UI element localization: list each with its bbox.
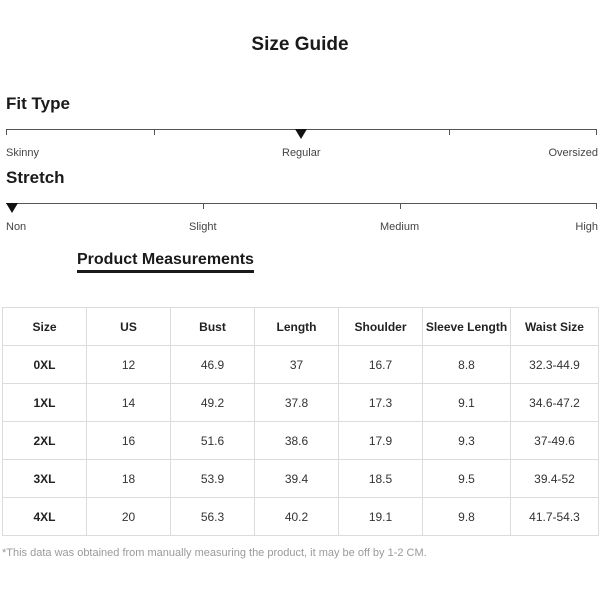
column-header: Shoulder — [339, 308, 423, 346]
table-cell: 18 — [87, 460, 171, 498]
table-cell: 4XL — [3, 498, 87, 536]
table-cell: 37 — [255, 346, 339, 384]
table-row — [3, 384, 599, 422]
table-cell: 34.6-47.2 — [511, 384, 599, 422]
fit-type-tick — [154, 129, 155, 135]
table-cell: 3XL — [3, 460, 87, 498]
size-table — [2, 307, 599, 536]
table-cell: 8.8 — [423, 346, 511, 384]
table-cell: 46.9 — [171, 346, 255, 384]
column-header: US — [87, 308, 171, 346]
table-cell: 2XL — [3, 422, 87, 460]
fit-type-label-skinny: Skinny — [6, 147, 40, 159]
stretch-heading: Stretch — [6, 168, 65, 187]
table-row — [3, 460, 599, 498]
measurements-heading: Product Measurements — [77, 251, 254, 273]
table-cell: 56.3 — [171, 498, 255, 536]
column-header: Bust — [171, 308, 255, 346]
fit-type-tick — [449, 129, 450, 135]
table-cell: 40.2 — [255, 498, 339, 536]
fit-type-label-regular: Regular — [282, 147, 321, 159]
table-row — [3, 422, 599, 460]
table-header-row — [3, 308, 599, 346]
table-cell: 51.6 — [171, 422, 255, 460]
fit-type-marker-icon — [295, 129, 307, 139]
table-cell: 37.8 — [255, 384, 339, 422]
stretch-label-medium: Medium — [380, 221, 420, 233]
table-cell: 49.2 — [171, 384, 255, 422]
table-cell: 38.6 — [255, 422, 339, 460]
stretch-label-slight: Slight — [189, 221, 217, 233]
fit-type-heading: Fit Type — [6, 94, 70, 113]
fit-type-tick — [596, 129, 597, 135]
table-cell: 0XL — [3, 346, 87, 384]
stretch-label-high: High — [575, 221, 598, 233]
table-cell: 17.3 — [339, 384, 423, 422]
page-title: Size Guide — [251, 34, 349, 55]
table-row — [3, 498, 599, 536]
table-cell: 18.5 — [339, 460, 423, 498]
table-cell: 17.9 — [339, 422, 423, 460]
stretch-label-non: Non — [6, 221, 27, 233]
table-cell: 9.8 — [423, 498, 511, 536]
table-cell: 9.5 — [423, 460, 511, 498]
table-row — [3, 346, 599, 384]
column-header: Size — [3, 308, 87, 346]
table-cell: 9.3 — [423, 422, 511, 460]
footnote: *This data was obtained from manually measuring the product, it may be off by 1-2 CM. — [2, 547, 427, 559]
stretch-scale-line — [6, 203, 597, 204]
table-cell: 53.9 — [171, 460, 255, 498]
table-cell: 39.4-52 — [511, 460, 599, 498]
table-cell: 16 — [87, 422, 171, 460]
table-cell: 16.7 — [339, 346, 423, 384]
table-cell: 39.4 — [255, 460, 339, 498]
stretch-marker-icon — [6, 203, 18, 213]
table-cell: 14 — [87, 384, 171, 422]
table-cell: 9.1 — [423, 384, 511, 422]
table-cell: 41.7-54.3 — [511, 498, 599, 536]
table-cell: 1XL — [3, 384, 87, 422]
table-cell: 20 — [87, 498, 171, 536]
column-header: Waist Size — [511, 308, 599, 346]
column-header: Sleeve Length — [423, 308, 511, 346]
stretch-tick — [400, 203, 401, 209]
stretch-tick — [596, 203, 597, 209]
table-cell: 32.3-44.9 — [511, 346, 599, 384]
table-cell: 37-49.6 — [511, 422, 599, 460]
stretch-tick — [203, 203, 204, 209]
fit-type-label-oversized: Oversized — [548, 147, 598, 159]
table-cell: 12 — [87, 346, 171, 384]
column-header: Length — [255, 308, 339, 346]
table-cell: 19.1 — [339, 498, 423, 536]
fit-type-tick — [6, 129, 7, 135]
